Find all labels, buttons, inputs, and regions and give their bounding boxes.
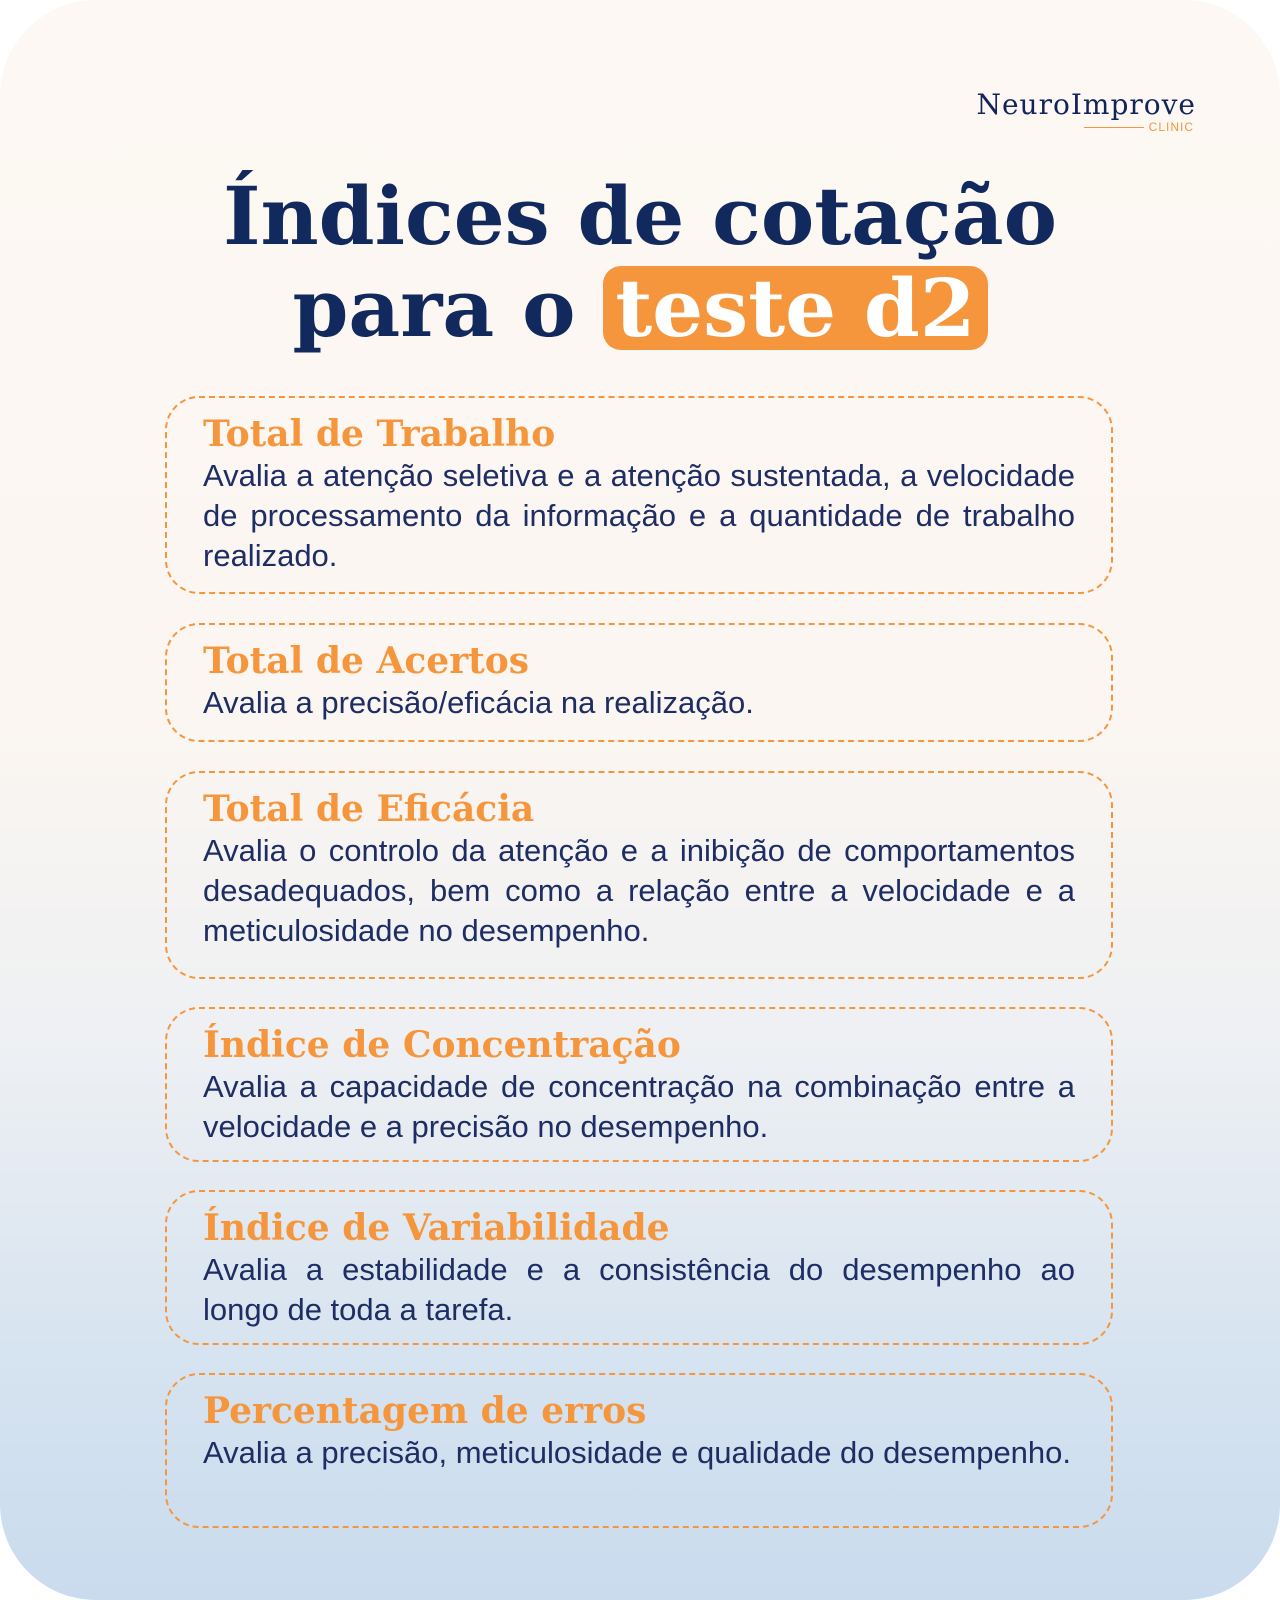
index-card-total-acertos bbox=[165, 623, 1113, 742]
index-title: Índice de Concentração bbox=[203, 1024, 681, 1066]
index-card-indice-variabilidade bbox=[165, 1190, 1113, 1345]
index-description: Avalia a estabilidade e a consistência do desempenho ao longo de toda a tarefa. bbox=[203, 1252, 1075, 1327]
title-line-1: Índices de cotação bbox=[223, 169, 1057, 263]
index-title: Total de Acertos bbox=[203, 640, 530, 682]
title-highlight: teste d2 bbox=[603, 266, 987, 350]
index-title: Total de Eficácia bbox=[203, 788, 535, 830]
brand-name: NeuroImprove bbox=[976, 88, 1196, 121]
index-card-percentagem-erros bbox=[165, 1373, 1113, 1528]
title-line-2-prefix: para o bbox=[292, 261, 576, 355]
index-card-total-eficacia bbox=[165, 771, 1113, 979]
brand-subtitle: CLINIC bbox=[1148, 120, 1194, 134]
index-description: Avalia a precisão/eficácia na realização. bbox=[203, 685, 754, 720]
index-description: Avalia a atenção seletiva e a atenção sustentada, a velocidade de processamento da informação e a quantidade de trabalho realizado. bbox=[203, 458, 1075, 573]
index-description: Avalia o controlo da atenção e a inibição de comportamentos desadequados, bem como a relação entre a velocidade e a meticulosidade no desempenho. bbox=[203, 833, 1075, 948]
brand-divider bbox=[1084, 127, 1144, 128]
index-title: Índice de Variabilidade bbox=[203, 1207, 670, 1249]
brand-logo bbox=[926, 88, 1196, 138]
index-title: Total de Trabalho bbox=[203, 413, 556, 455]
index-card-total-trabalho bbox=[165, 396, 1113, 594]
title-line-2 bbox=[0, 262, 1280, 354]
index-card-indice-concentracao bbox=[165, 1007, 1113, 1162]
index-title: Percentagem de erros bbox=[203, 1390, 647, 1432]
index-description: Avalia a precisão, meticulosidade e qualidade do desempenho. bbox=[203, 1435, 1072, 1470]
index-description: Avalia a capacidade de concentração na combinação entre a velocidade e a precisão no desempenho. bbox=[203, 1069, 1075, 1144]
page-title bbox=[0, 170, 1280, 354]
